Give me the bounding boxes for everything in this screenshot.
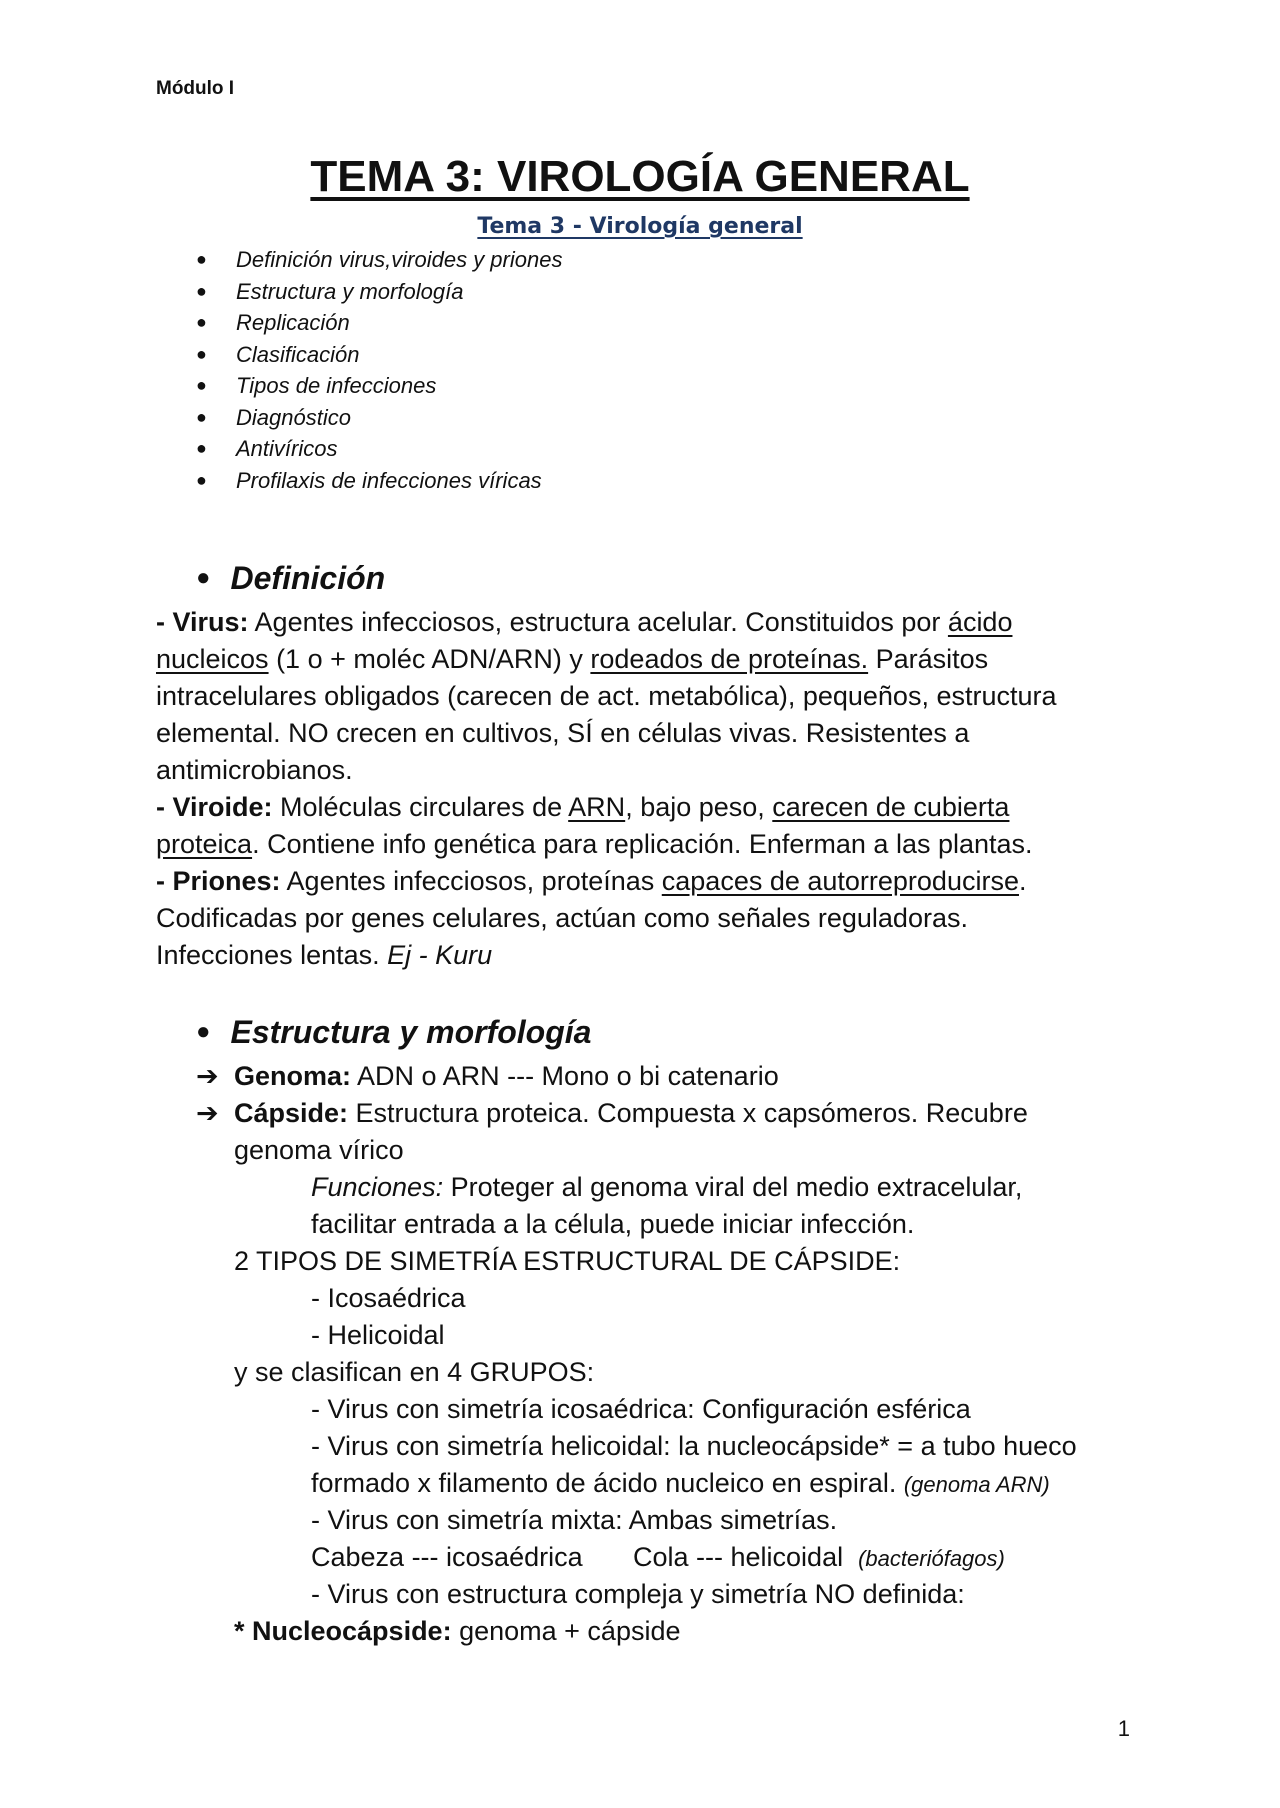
definicion-body [156, 604, 1096, 974]
grupo-3-cabeza: Cabeza --- icosaédrica [311, 1542, 583, 1572]
tipo-icosaedrica: - Icosaédrica [311, 1283, 466, 1313]
page-title: TEMA 3: VIROLOGÍA GENERAL [310, 152, 970, 201]
grupos-heading: y se clasifican en 4 GRUPOS: [234, 1357, 595, 1387]
list-item: ● Tipos de infecciones [196, 370, 562, 402]
bullet-icon: ● [196, 1018, 211, 1045]
list-item: ● Profilaxis de infecciones víricas [196, 465, 562, 497]
page-number: 1 [1117, 1716, 1130, 1741]
capside-line-2: genoma vírico [234, 1135, 404, 1165]
page-header: Módulo I [156, 78, 235, 99]
bullet-icon: ● [196, 312, 207, 332]
section-heading-definicion: ● Definición [196, 560, 386, 596]
funciones-line-2: facilitar entrada a la célula, puede iniciar infección. [311, 1209, 915, 1239]
bullet-icon: ● [196, 438, 207, 458]
list-item: ● Replicación [196, 307, 562, 339]
tipos-heading: 2 TIPOS DE SIMETRÍA ESTRUCTURAL DE CÁPSIDE: [234, 1246, 901, 1276]
grupo-2-cont: formado x filamento de ácido nucleico en espiral. (genoma ARN) [311, 1468, 1050, 1498]
list-item: ● Diagnóstico [196, 402, 562, 434]
grupo-3-cola: Cola --- helicoidal (bacteriófagos) [633, 1542, 1005, 1572]
bullet-icon: ● [196, 564, 211, 591]
viroide-paragraph: - Viroide: Moléculas circulares de ARN, bajo peso, carecen de cubierta proteica. Contiene info genética para replicación. Enferman a las plantas. [156, 792, 1033, 859]
grupo-3: - Virus con simetría mixta: Ambas simetrías. [311, 1505, 838, 1535]
section-heading-estructura: ● Estructura y morfología [196, 1014, 592, 1050]
topic-list [196, 244, 562, 496]
list-item: ● Estructura y morfología [196, 276, 562, 308]
topic-link[interactable]: Tema 3 - Virología general [477, 214, 803, 239]
arrow-icon: ➔ [196, 1098, 219, 1128]
capside-line: ➔ Cápside: Estructura proteica. Compuesta x capsómeros. Recubre [196, 1095, 1028, 1132]
grupo-1: - Virus con simetría icosaédrica: Configuración esférica [311, 1394, 971, 1424]
bullet-icon: ● [196, 249, 207, 269]
bullet-icon: ● [196, 406, 207, 427]
grupo-4: - Virus con estructura compleja y simetría NO definida: [311, 1579, 965, 1609]
tipo-helicoidal: - Helicoidal [311, 1320, 445, 1350]
bullet-icon: ● [196, 469, 207, 490]
bullet-icon: ● [196, 343, 207, 364]
priones-paragraph: - Priones: Agentes infecciosos, proteínas capaces de autorreproducirse. Codificadas por genes celulares, actúan como señales reguladoras. Infecciones lentas. Ej - Kuru [156, 866, 1027, 970]
bullet-icon: ● [196, 375, 207, 395]
virus-paragraph: - Virus: Agentes infecciosos, estructura acelular. Constituidos por ácido nucleicos (1 o + moléc ADN/ARN) y rodeados de proteínas. Parásitos intracelulares obligados (carecen de act. metabólica), pequeños, estructura elemental. NO crecen en cultivos, SÍ en células vivas. Resistentes a antimicrobianos. [156, 607, 1057, 785]
grupo-2: - Virus con simetría helicoidal: la nucleocápside* = a tubo hueco [311, 1431, 1077, 1461]
funciones-line: Funciones: Proteger al genoma viral del medio extracelular, [311, 1172, 1023, 1202]
list-item: ● Definición virus,viroides y priones [196, 244, 562, 276]
arrow-icon: ➔ [196, 1061, 219, 1091]
list-item: ● Antivíricos [196, 433, 562, 465]
list-item: ● Clasificación [196, 339, 562, 371]
genoma-line: ➔ Genoma: ADN o ARN --- Mono o bi catenario [196, 1058, 779, 1095]
bullet-icon: ● [196, 280, 207, 301]
nucleocapside-line: * Nucleocápside: genoma + cápside [234, 1616, 681, 1646]
